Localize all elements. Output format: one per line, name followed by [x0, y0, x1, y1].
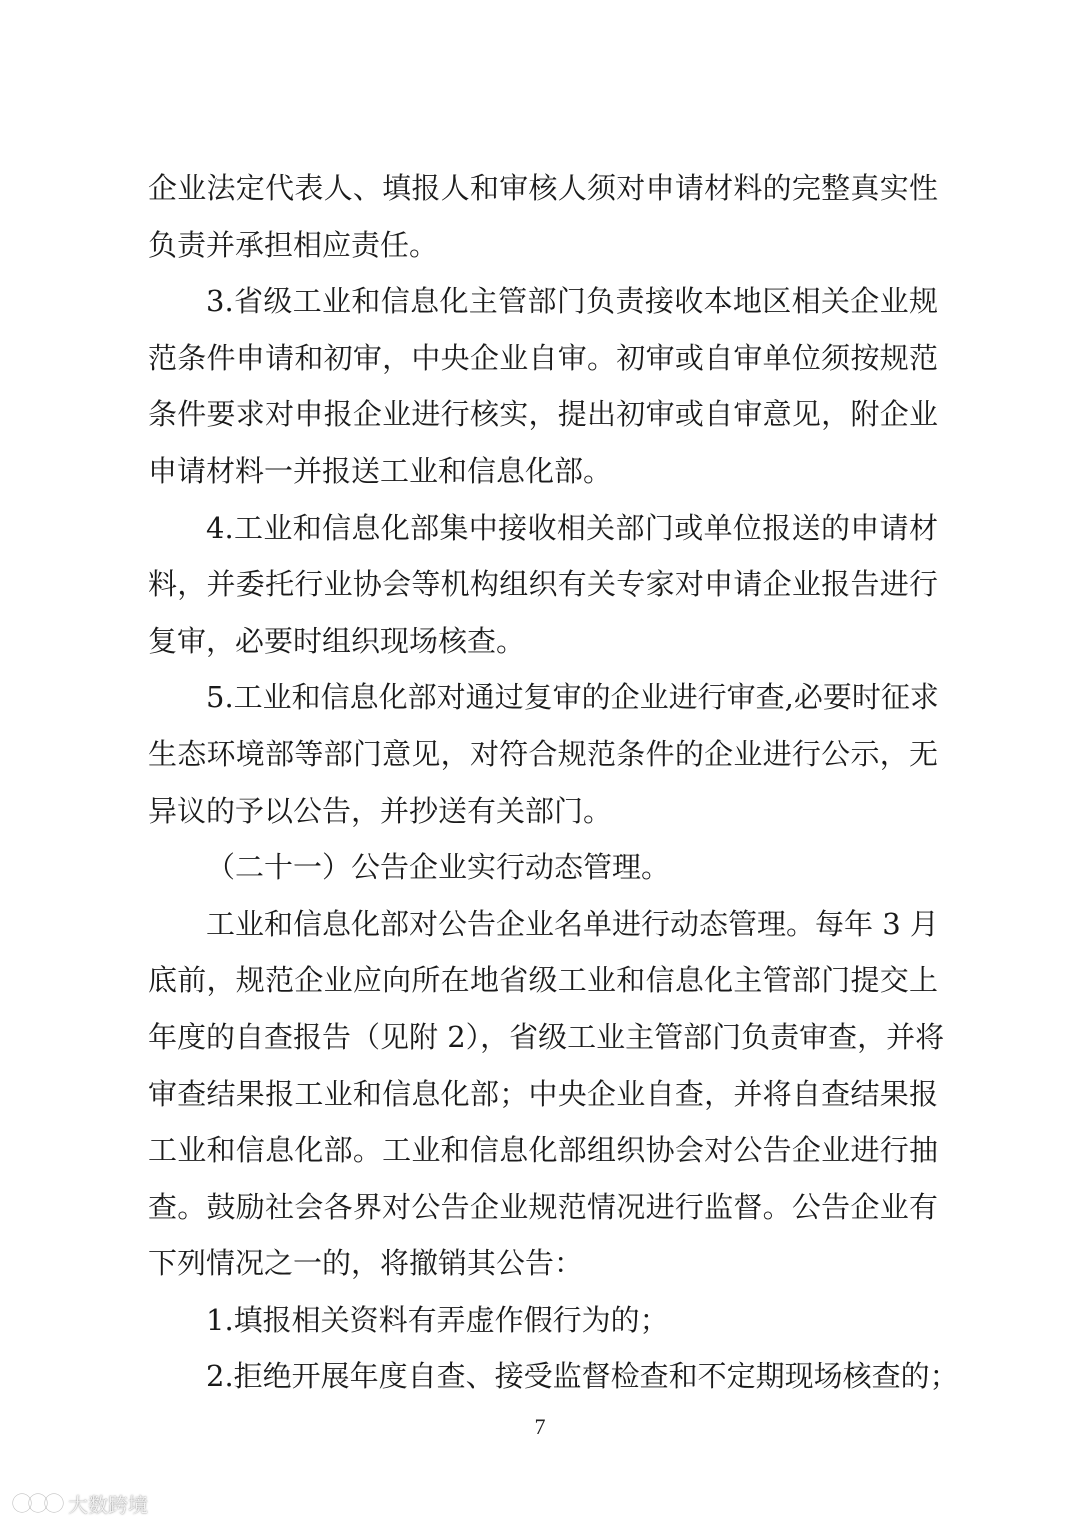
text-line: 年度的自查报告（见附 2），省级工业主管部门负责审查，并将 [148, 1019, 945, 1054]
document-body [148, 160, 959, 1405]
text-line: 企业法定代表人、填报人和审核人须对申请材料的完整真实性 [148, 171, 938, 205]
list-item: 2.拒绝开展年度自查、接受监督检查和不定期现场核查的； [206, 1359, 959, 1394]
text-line: 条件要求对申报企业进行核实，提出初审或自审意见，附企业 [148, 397, 938, 432]
page-number: 7 [534, 1414, 546, 1439]
text-line: 工业和信息化部。工业和信息化部组织协会对公告企业进行抽 [148, 1133, 938, 1168]
list-item: 1.填报相关资料有弄虚作假行为的； [206, 1302, 669, 1337]
text-line: 查。鼓励社会各界对公告企业规范情况进行监督。公告企业有 [148, 1189, 938, 1224]
text-line: 下列情况之一的，将撤销其公告： [148, 1246, 584, 1281]
text-line: 申请材料一并报送工业和信息化部。 [148, 453, 613, 488]
text-line: 4.工业和信息化部集中接收相关部门或单位报送的申请材 [206, 510, 938, 545]
text-line: 工业和信息化部对公告企业名单进行动态管理。每年 3 月 [206, 906, 939, 941]
text-line: 负责并承担相应责任。 [148, 227, 439, 262]
text-line: 范条件申请和初审，中央企业自审。初审或自审单位须按规范 [148, 340, 938, 375]
text-line: 5.工业和信息化部对通过复审的企业进行审查,必要时征求 [206, 680, 939, 715]
text-line: 审查结果报工业和信息化部；中央企业自查，并将自查结果报 [148, 1076, 938, 1111]
text-line: 3.省级工业和信息化主管部门负责接收本地区相关企业规 [206, 284, 938, 319]
text-line: 料，并委托行业协会等机构组织有关专家对申请企业报告进行 [148, 567, 938, 602]
text-line: 复审，必要时组织现场核查。 [148, 623, 526, 658]
text-line: 底前，规范企业应向所在地省级工业和信息化主管部门提交上 [148, 963, 938, 998]
watermark-logo-icon [12, 1490, 64, 1516]
text-line: 异议的予以公告，并抄送有关部门。 [148, 793, 613, 828]
text-line: 生态环境部等部门意见，对符合规范条件的企业进行公示，无 [148, 736, 938, 771]
section-heading: （二十一）公告企业实行动态管理。 [206, 850, 671, 885]
watermark [12, 1488, 148, 1518]
watermark-text: 大数跨境 [68, 1492, 148, 1517]
